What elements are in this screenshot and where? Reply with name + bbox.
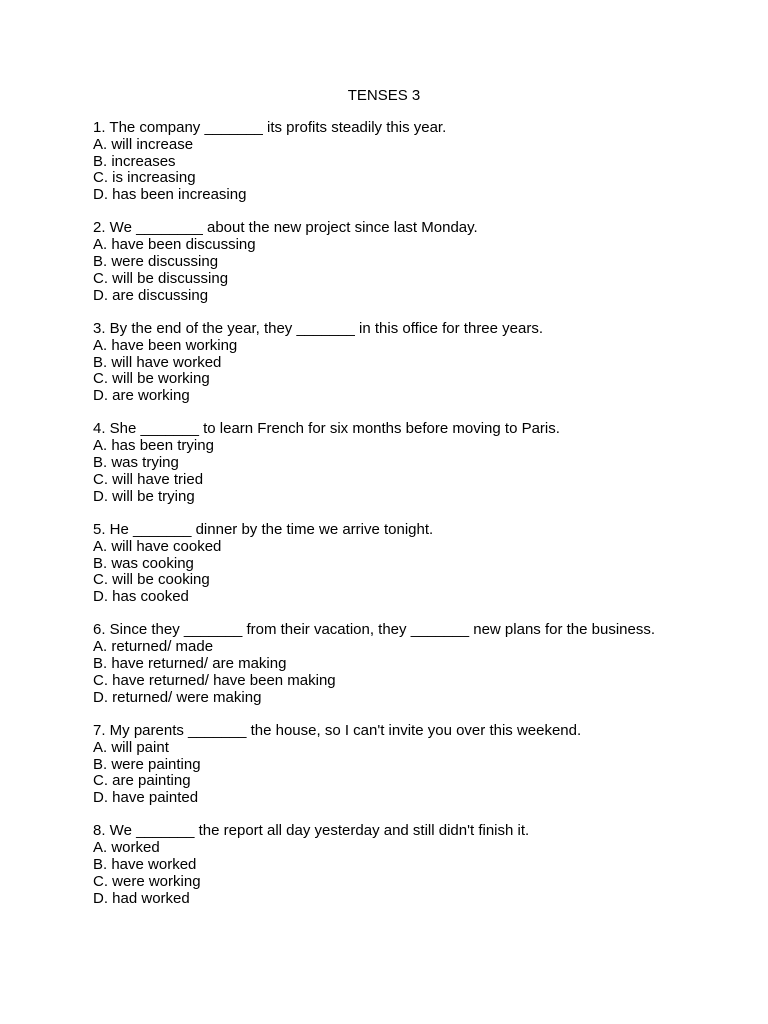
question-prompt: 2. We ________ about the new project since last Monday.: [93, 219, 478, 237]
question-1: [93, 120, 733, 204]
option-a: A. will increase: [93, 135, 194, 153]
question-prompt: 1. The company _______ its profits steadily this year.: [93, 119, 447, 136]
option-b: B. were painting: [93, 755, 201, 773]
question-7: [93, 723, 733, 807]
option-d: D. has cooked: [93, 588, 189, 606]
question-prompt: 3. By the end of the year, they _______ in this office for three years.: [93, 319, 544, 337]
question-prompt: 4. She _______ to learn French for six months before moving to Paris.: [93, 420, 560, 438]
option-c: C. will be working: [93, 370, 210, 388]
option-a: A. have been discussing: [93, 236, 256, 254]
question-prompt: 5. He _______ dinner by the time we arrive tonight.: [93, 520, 434, 538]
option-d: D. are working: [93, 387, 190, 405]
option-b: B. were discussing: [93, 253, 219, 271]
question-3: [93, 321, 733, 405]
option-a: A. will paint: [93, 738, 169, 756]
question-list: [93, 120, 733, 924]
question-2: [93, 220, 733, 304]
option-a: A. have been working: [93, 336, 238, 354]
question-prompt: 6. Since they _______ from their vacation, they _______ new plans for the business.: [93, 621, 656, 639]
option-b: B. have returned/ are making: [93, 655, 287, 673]
option-b: B. increases: [93, 152, 176, 170]
option-a: A. worked: [93, 839, 160, 857]
question-4: [93, 421, 733, 505]
option-c: C. will have tried: [93, 470, 204, 488]
option-c: C. were working: [93, 872, 201, 890]
document-title: TENSES 3: [347, 87, 421, 104]
option-c: C. will be discussing: [93, 269, 229, 287]
question-6: [93, 622, 733, 706]
option-a: A. returned/ made: [93, 638, 214, 656]
question-prompt: 7. My parents _______ the house, so I can't invite you over this weekend.: [93, 721, 582, 739]
option-c: C. have returned/ have been making: [93, 671, 336, 689]
option-d: D. had worked: [93, 889, 190, 907]
question-prompt: 8. We _______ the report all day yesterday and still didn't finish it.: [93, 822, 530, 840]
option-b: B. have worked: [93, 855, 197, 873]
option-b: B. was cooking: [93, 554, 194, 572]
option-c: C. will be cooking: [93, 571, 210, 589]
option-d: D. have painted: [93, 789, 199, 807]
option-c: C. are painting: [93, 772, 191, 790]
question-8: [93, 823, 733, 907]
option-d: D. returned/ were making: [93, 688, 262, 706]
option-a: A. has been trying: [93, 437, 214, 455]
question-5: [93, 522, 733, 606]
option-b: B. was trying: [93, 454, 179, 472]
option-d: D. are discussing: [93, 286, 209, 304]
option-d: D. will be trying: [93, 487, 195, 505]
option-d: D. has been increasing: [93, 186, 247, 204]
option-c: C. is increasing: [93, 169, 196, 187]
option-b: B. will have worked: [93, 353, 222, 371]
option-a: A. will have cooked: [93, 537, 222, 555]
